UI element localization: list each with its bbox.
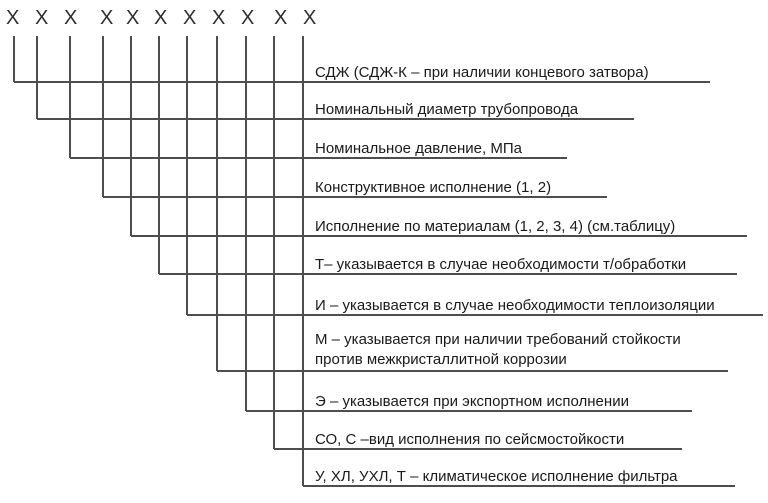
code-position-2: Х <box>35 7 49 29</box>
legend-label-treatment: Т– указывается в случае необходимости т/обработки <box>315 256 687 273</box>
code-position-9: Х <box>241 7 255 29</box>
code-position-7: Х <box>183 7 197 29</box>
legend-label-corrosion-line1: М – указывается при наличии требований стойкости <box>315 331 681 348</box>
code-position-5: Х <box>126 7 140 29</box>
code-position-10: Х <box>274 7 288 29</box>
legend-label-materials: Исполнение по материалам (1, 2, 3, 4) (см.таблицу) <box>315 218 676 235</box>
code-position-6: Х <box>154 7 168 29</box>
code-position-4: Х <box>100 7 114 29</box>
legend-label-corrosion-line2: против межкристаллитной коррозии <box>315 351 567 368</box>
legend-label-seismic: СО, С –вид исполнения по сейсмостойкости <box>315 431 625 448</box>
legend-label-sdj: СДЖ (СДЖ-К – при наличии концевого затвора) <box>315 64 649 81</box>
code-position-1: Х <box>6 7 20 29</box>
legend-label-construction: Конструктивное исполнение (1, 2) <box>315 179 552 196</box>
legend-label-pressure: Номинальное давление, МПа <box>315 140 522 157</box>
legend-label-insulation: И – указывается в случае необходимости теплоизоляции <box>315 297 715 314</box>
legend-label-climatic: У, ХЛ, УХЛ, Т – климатическое исполнение фильтра <box>315 468 678 485</box>
code-position-8: Х <box>212 7 226 29</box>
legend-label-export: Э – указывается при экспортном исполнении <box>315 393 629 410</box>
legend-label-diameter: Номинальный диаметр трубопровода <box>315 101 579 118</box>
legend-label-corrosion <box>315 330 681 370</box>
code-position-11: Х <box>303 7 317 29</box>
code-position-3: Х <box>64 7 78 29</box>
